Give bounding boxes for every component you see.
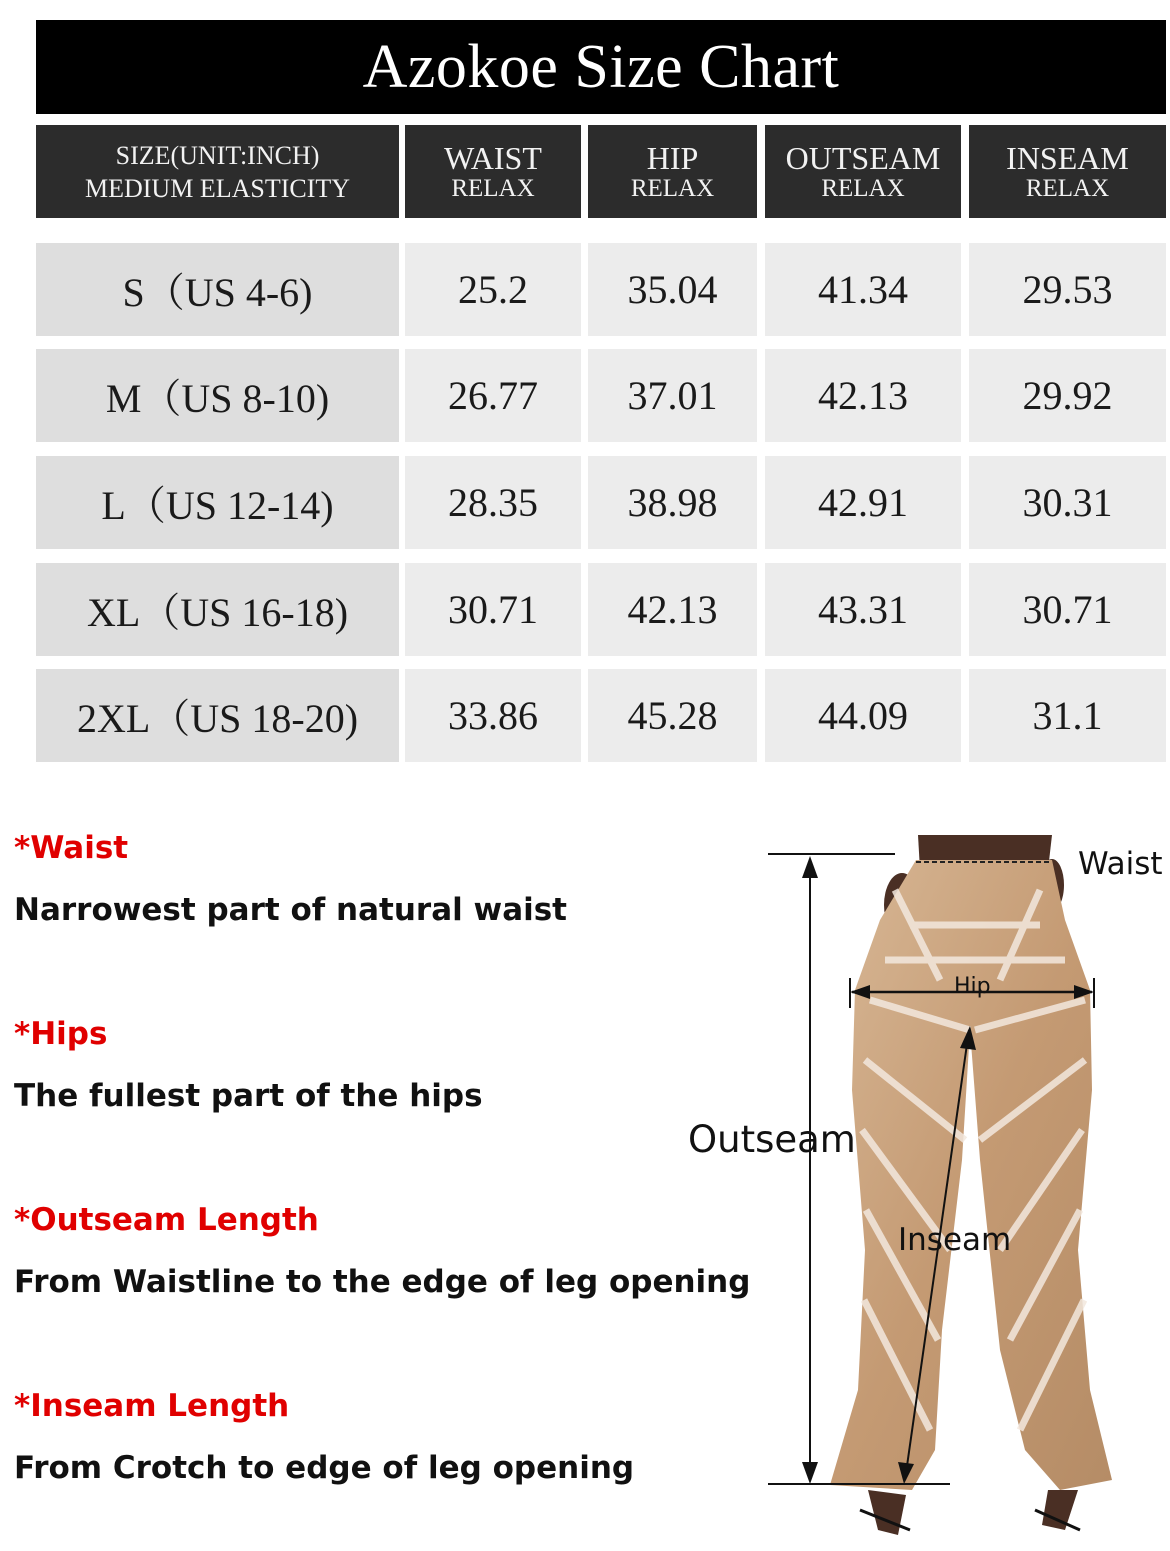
figure-label-hip: Hip — [954, 974, 991, 999]
waist-cell: 25.2 — [405, 243, 581, 336]
def-waist-term: *Waist — [14, 830, 129, 866]
def-waist-desc: Narrowest part of natural waist — [14, 892, 568, 928]
header-waist-line2: RELAX — [451, 174, 535, 202]
outseam-cell: 43.31 — [765, 563, 961, 656]
inseam-cell: 30.31 — [969, 456, 1166, 549]
hip-cell: 42.13 — [588, 563, 757, 656]
chart-title: Azokoe Size Chart — [36, 20, 1166, 114]
inseam-cell: 30.71 — [969, 563, 1166, 656]
waist-cell: 30.71 — [405, 563, 581, 656]
header-hip-line2: RELAX — [630, 174, 715, 202]
hip-cell: 38.98 — [588, 456, 757, 549]
def-inseam-term: *Inseam Length — [14, 1388, 290, 1424]
outseam-cell: 41.34 — [765, 243, 961, 336]
header-outseam — [765, 125, 961, 218]
header-inseam-line2: RELAX — [1025, 174, 1110, 202]
def-outseam-desc: From Waistline to the edge of leg opening — [14, 1264, 751, 1300]
def-outseam-term: *Outseam Length — [14, 1202, 319, 1238]
size-cell: 2XL（US 18-20) — [36, 669, 399, 762]
header-inseam-line1: INSEAM — [1006, 139, 1129, 176]
header-waist — [405, 125, 581, 218]
header-hip — [588, 125, 757, 218]
waist-cell: 33.86 — [405, 669, 581, 762]
size-cell: L（US 12-14) — [36, 456, 399, 549]
header-waist-line1: WAIST — [444, 139, 542, 176]
hip-cell: 45.28 — [588, 669, 757, 762]
waist-cell: 28.35 — [405, 456, 581, 549]
figure-label-waist: Waist — [1078, 846, 1163, 882]
outseam-cell: 42.13 — [765, 349, 961, 442]
size-cell: XL（US 16-18) — [36, 563, 399, 656]
hip-cell: 37.01 — [588, 349, 757, 442]
def-hips-desc: The fullest part of the hips — [14, 1078, 483, 1114]
pants-illustration — [680, 830, 1170, 1546]
size-cell: S（US 4-6) — [36, 243, 399, 336]
header-size-line2: MEDIUM ELASTICITY — [84, 173, 351, 203]
header-size — [36, 125, 399, 218]
pants-measurement-figure — [680, 830, 1170, 1546]
size-cell: M（US 8-10) — [36, 349, 399, 442]
def-hips-term: *Hips — [14, 1016, 108, 1052]
header-outseam-line2: RELAX — [821, 174, 905, 202]
inseam-cell: 29.53 — [969, 243, 1166, 336]
hip-cell: 35.04 — [588, 243, 757, 336]
header-outseam-line1: OUTSEAM — [785, 139, 941, 176]
def-inseam-desc: From Crotch to edge of leg opening — [14, 1450, 635, 1486]
figure-label-outseam: Outseam — [688, 1118, 856, 1161]
header-inseam — [969, 125, 1166, 218]
outseam-cell: 42.91 — [765, 456, 961, 549]
outseam-cell: 44.09 — [765, 669, 961, 762]
inseam-cell: 31.1 — [969, 669, 1166, 762]
header-hip-line1: HIP — [646, 139, 699, 176]
header-size-line1: SIZE(UNIT:INCH) — [115, 140, 320, 170]
figure-label-inseam: Inseam — [898, 1222, 1012, 1258]
inseam-cell: 29.92 — [969, 349, 1166, 442]
pants-shape — [830, 860, 1112, 1490]
waist-cell: 26.77 — [405, 349, 581, 442]
